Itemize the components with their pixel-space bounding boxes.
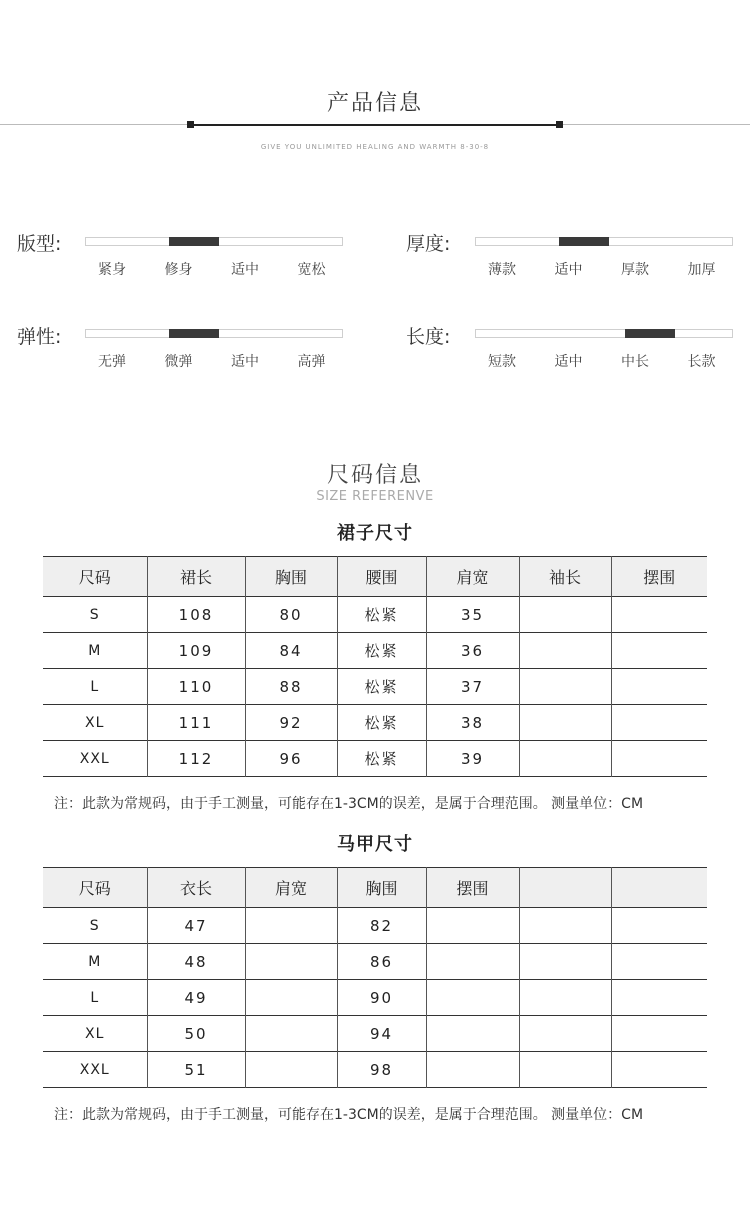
scale-option: 宽松 [297,262,326,278]
table-cell: 50 [147,1016,245,1052]
size-section-title: 尺码信息 [326,463,423,488]
table-cell: XL [43,705,147,741]
table-cell [611,908,707,944]
table-cell: 松紧 [337,705,426,741]
table-cell [611,597,707,633]
table-cell [611,1052,707,1088]
vest-table-title: 马甲尺寸 [337,834,413,855]
attribute-label: 弹性: [17,326,62,348]
column-header: 衣长 [147,868,245,908]
table-cell [519,908,611,944]
table-row [43,705,707,741]
scale-option: 短款 [488,354,516,370]
table-row [43,633,707,669]
scale-indicator [625,329,675,338]
table-cell [519,1016,611,1052]
table-cell: S [43,597,147,633]
table-cell: 94 [337,1016,426,1052]
table-cell [426,980,519,1016]
table-cell: 松紧 [337,669,426,705]
table-cell: 松紧 [337,633,426,669]
table-cell [245,980,337,1016]
skirt-note: 注：此款为常规码，由于手工测量，可能存在1-3CM的误差，是属于合理范围。 测量单位：CM [54,796,644,812]
table-cell [426,944,519,980]
column-header: 腰围 [337,557,426,597]
table-cell [426,1016,519,1052]
table-row [43,741,707,777]
scale-option: 加厚 [687,262,716,278]
table-cell: 松紧 [337,741,426,777]
table-header-row [43,868,707,908]
table-cell: 39 [426,741,519,777]
scale-option: 中长 [621,354,649,370]
table-cell [611,633,707,669]
table-cell: M [43,633,147,669]
table-row [43,908,707,944]
table-cell: 48 [147,944,245,980]
table-cell: 38 [426,705,519,741]
table-cell [519,1052,611,1088]
table-cell [519,741,611,777]
table-cell: 35 [426,597,519,633]
table-cell [426,908,519,944]
table-cell: 37 [426,669,519,705]
table-cell [519,980,611,1016]
column-header: 肩宽 [245,868,337,908]
column-header: 肩宽 [426,557,519,597]
scale-option: 适中 [554,354,583,370]
scale-indicator [169,237,219,246]
column-header [611,868,707,908]
table-row [43,1016,707,1052]
column-header: 尺码 [43,868,147,908]
table-cell: XXL [43,741,147,777]
scale-bar-thickness [475,237,733,246]
table-cell [611,944,707,980]
attribute-label: 版型: [17,233,62,255]
table-row [43,1052,707,1088]
scale-option: 紧身 [98,262,126,278]
table-cell: 松紧 [337,597,426,633]
table-cell [611,705,707,741]
vest-size-table [43,867,707,1088]
table-cell: M [43,944,147,980]
scale-bar-fit [85,237,343,246]
table-cell [519,944,611,980]
table-cell: 112 [147,741,245,777]
scale-option: 适中 [231,262,259,278]
table-cell [245,1016,337,1052]
scale-option: 适中 [231,354,259,370]
scale-option: 薄款 [488,262,516,278]
table-cell: 80 [245,597,337,633]
scale-option: 长款 [687,354,716,370]
page-title: 产品信息 [326,91,423,116]
column-header: 胸围 [337,868,426,908]
attribute-label: 厚度: [406,233,451,255]
column-header: 裙长 [147,557,245,597]
table-cell: 96 [245,741,337,777]
scale-option: 无弹 [98,354,126,370]
table-cell: XXL [43,1052,147,1088]
scale-option: 微弹 [164,354,193,370]
skirt-table-title: 裙子尺寸 [337,523,413,544]
table-cell: L [43,669,147,705]
header-subtitle: GIVE YOU UNLIMITED HEALING AND WARMTH 8-30-8 [260,143,490,151]
table-cell [611,980,707,1016]
table-cell [519,633,611,669]
table-cell: 110 [147,669,245,705]
table-row [43,980,707,1016]
column-header: 尺码 [43,557,147,597]
scale-indicator [559,237,609,246]
table-cell: 51 [147,1052,245,1088]
scale-option: 高弹 [297,354,326,370]
table-row [43,944,707,980]
table-cell [611,741,707,777]
table-cell: XL [43,1016,147,1052]
scale-bar-elasticity [85,329,343,338]
size-section-subtitle: SIZE REFERENVE [316,489,434,504]
skirt-size-table [43,556,707,777]
table-cell: S [43,908,147,944]
table-cell: 82 [337,908,426,944]
attribute-label: 长度: [406,326,451,348]
table-cell [611,1016,707,1052]
header-dot-left [187,121,194,128]
scale-option: 适中 [554,262,583,278]
scale-indicator [169,329,219,338]
table-cell: 90 [337,980,426,1016]
table-cell [245,1052,337,1088]
table-header-row [43,557,707,597]
header-dot-right [556,121,563,128]
scale-option: 修身 [164,262,193,278]
table-cell: 36 [426,633,519,669]
table-cell: 88 [245,669,337,705]
column-header: 袖长 [519,557,611,597]
scale-option: 厚款 [621,262,649,278]
column-header: 摆围 [426,868,519,908]
column-header: 胸围 [245,557,337,597]
table-cell [519,705,611,741]
header-accent-line [190,124,560,126]
column-header: 摆围 [643,568,676,587]
table-cell [245,944,337,980]
table-cell: 47 [147,908,245,944]
table-cell: L [43,980,147,1016]
table-cell [611,669,707,705]
table-cell: 108 [147,597,245,633]
table-cell: 111 [147,705,245,741]
table-cell: 98 [337,1052,426,1088]
table-row [43,669,707,705]
vest-note: 注：此款为常规码，由于手工测量，可能存在1-3CM的误差，是属于合理范围。 测量单位：CM [54,1107,644,1123]
table-cell: 86 [337,944,426,980]
table-cell: 84 [245,633,337,669]
table-cell [519,597,611,633]
table-cell: 49 [147,980,245,1016]
table-row [43,597,707,633]
table-cell [426,1052,519,1088]
table-cell: 109 [147,633,245,669]
scale-bar-length [475,329,733,338]
table-cell [519,669,611,705]
table-cell [245,908,337,944]
table-cell: 92 [245,705,337,741]
column-header [519,868,611,908]
